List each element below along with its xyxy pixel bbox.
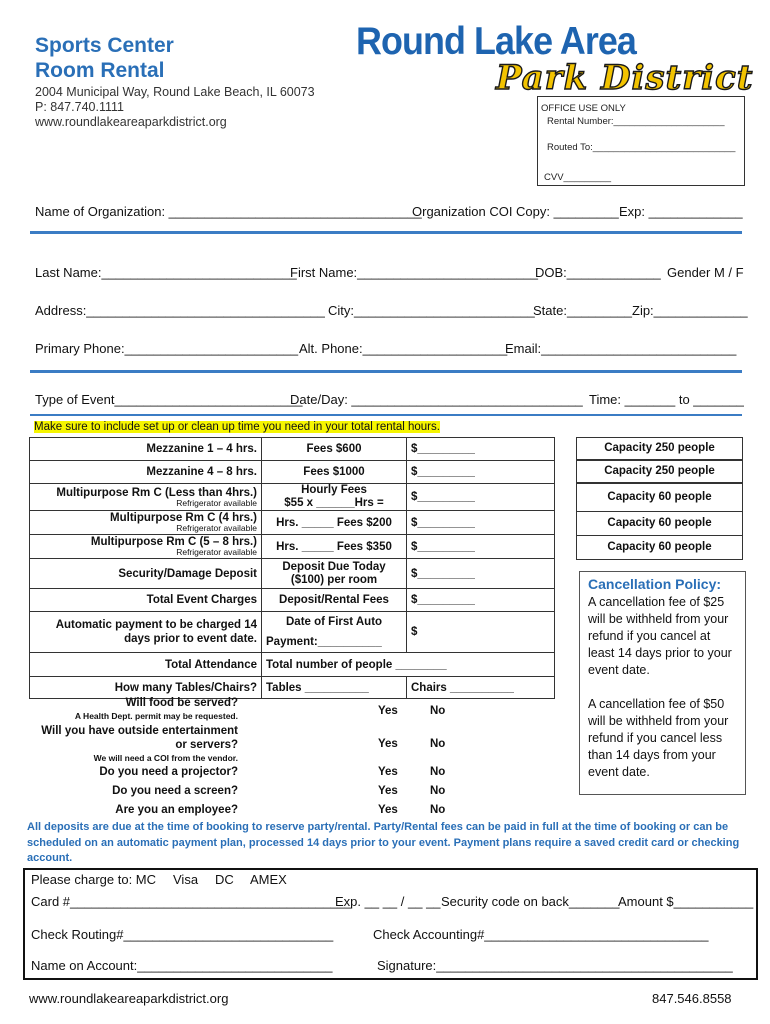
question-food-note: A Health Dept. permit may be requested. (74, 711, 238, 721)
cancellation-text-1: A cancellation fee of $25 will be withheld from your refund if you cancel at least 14 days prior to your event date. (588, 595, 732, 677)
room-amount[interactable]: $_________ (407, 535, 555, 559)
employee-yes-option[interactable]: Yes (378, 804, 398, 816)
room-name: Multipurpose Rm C (Less than 4hrs.) (56, 486, 257, 499)
food-yes-option[interactable]: Yes (378, 705, 398, 717)
table-row (30, 653, 555, 677)
question-entertainment: Will you have outside entertainment (41, 725, 238, 737)
entertainment-no-option[interactable]: No (430, 738, 446, 750)
email-field[interactable]: Email:___________________________ (505, 341, 737, 356)
room-amount[interactable]: $_________ (407, 484, 555, 511)
capacity-column (576, 437, 743, 566)
dob-field[interactable]: DOB:_____________ (535, 265, 661, 280)
deposit-amount[interactable]: $_________ (407, 559, 555, 589)
room-note: Refrigerator available (176, 547, 257, 557)
tables-field[interactable]: Tables __________ (262, 677, 407, 699)
room-name: Multipurpose Rm C (5 – 8 hrs.) (90, 536, 257, 548)
date-day-field[interactable]: Date/Day: ________________________________ (290, 392, 583, 407)
table-row (30, 559, 555, 589)
room-name: Multipurpose Rm C (4 hrs.) (110, 512, 257, 524)
card-exp-field[interactable]: Exp. __ __ / __ __ (335, 894, 441, 909)
auto-payment-label: Automatic payment to be charged 14 (55, 619, 257, 631)
organization-exp-field[interactable]: Exp: _____________ (619, 204, 743, 219)
food-no-option[interactable]: No (430, 705, 446, 717)
room-fee: Fees $1000 (262, 461, 407, 484)
deposit-policy-note: All deposits are due at the time of booking to reserve party/rental. Party/Rental fees can be paid in full at the time of booking or can be scheduled on an automatic payment plan, processed 14 days prior to your event. Payment plans require a saved credit card or checking account. (27, 821, 740, 864)
logo-round-lake-area: Round Lake Area (356, 20, 636, 63)
capacity-cell: Capacity 60 people (576, 483, 743, 512)
tables-chairs-label: How many Tables/Chairs? (30, 677, 262, 699)
charge-to-visa[interactable]: Visa (173, 872, 199, 887)
first-name-field[interactable]: First Name:_________________________ (290, 265, 538, 280)
table-row (30, 511, 555, 535)
security-code-field[interactable]: Security code on back_______ (441, 894, 620, 909)
organization-name-field[interactable]: Name of Organization: ___________________________________ (35, 204, 422, 219)
room-fee: Hourly Fees (301, 484, 367, 496)
room-fee: Fees $600 (262, 438, 407, 461)
logo-park-district: Park District (496, 58, 754, 98)
screen-no-option[interactable]: No (430, 785, 446, 797)
entertainment-yes-option[interactable]: Yes (378, 738, 398, 750)
table-row (30, 535, 555, 559)
questions-block (29, 697, 560, 819)
auto-payment-label-2: days prior to event date. (124, 633, 257, 645)
deposit-due: Deposit Due Today (282, 560, 386, 573)
room-name: Mezzanine 4 – 8 hrs. (30, 461, 262, 484)
capacity-cell: Capacity 60 people (576, 535, 743, 560)
table-row (30, 612, 555, 653)
room-fee[interactable]: Hrs. _____ Fees $200 (262, 511, 407, 535)
charge-to-amex[interactable]: AMEX (250, 872, 287, 887)
city-field[interactable]: City:_________________________ (328, 303, 535, 318)
room-fee[interactable]: Hrs. _____ Fees $350 (262, 535, 407, 559)
cancellation-title: Cancellation Policy: (588, 576, 722, 592)
cancellation-text-2: A cancellation fee of $50 will be withheld from your refund if you cancel less than 14 days from your event date. (588, 697, 729, 779)
pricing-table (29, 437, 555, 699)
office-use-box (537, 96, 745, 186)
projector-yes-option[interactable]: Yes (378, 766, 398, 778)
capacity-cell: Capacity 60 people (576, 511, 743, 536)
first-auto-payment-field[interactable]: Payment:__________ (266, 636, 382, 648)
state-field[interactable]: State:_________ (533, 303, 633, 318)
name-on-account-field[interactable]: Name on Account:___________________________ (31, 958, 333, 973)
gender-field[interactable]: Gender M / F (667, 265, 744, 280)
card-number-field[interactable]: Card #_______________________________________ (31, 894, 352, 909)
room-amount[interactable]: $_________ (407, 511, 555, 535)
question-screen: Do you need a screen? (112, 785, 238, 797)
question-entertainment-2: or servers? (175, 739, 238, 751)
setup-time-note: Make sure to include set up or clean up time you need in your total rental hours. (34, 421, 440, 433)
payment-box (23, 868, 758, 980)
section-divider (30, 370, 742, 373)
projector-no-option[interactable]: No (430, 766, 446, 778)
address-field[interactable]: Address:_________________________________ (35, 303, 325, 318)
table-row (30, 461, 555, 484)
question-entertainment-note: We will need a COI from the vendor. (93, 753, 238, 763)
room-fee-calc[interactable]: $55 x ______Hrs = (284, 497, 384, 509)
table-row (30, 589, 555, 612)
zip-field[interactable]: Zip:_____________ (632, 303, 748, 318)
employee-no-option[interactable]: No (430, 804, 446, 816)
form-title-line2: Room Rental (35, 59, 165, 82)
table-row (30, 484, 555, 511)
cancellation-box (579, 571, 746, 795)
last-name-field[interactable]: Last Name:___________________________ (35, 265, 297, 280)
table-row (30, 677, 555, 699)
total-charges-label: Total Event Charges (30, 589, 262, 612)
charge-to-dc[interactable]: DC (215, 872, 234, 887)
deposit-label: Security/Damage Deposit (30, 559, 262, 589)
amount-field[interactable]: Amount $___________ (618, 894, 754, 909)
room-amount[interactable]: $_________ (407, 438, 555, 461)
total-attendance-label: Total Attendance (30, 653, 262, 677)
organization-coi-field[interactable]: Organization COI Copy: _________ (412, 204, 619, 219)
question-food: Will food be served? (125, 697, 238, 709)
screen-yes-option[interactable]: Yes (378, 785, 398, 797)
total-charges-amount[interactable]: $_________ (407, 589, 555, 612)
office-use-title: OFFICE USE ONLY (541, 103, 626, 114)
capacity-cell: Capacity 250 people (576, 437, 743, 460)
routed-to-field[interactable]: Routed To:___________________________ (547, 142, 736, 153)
deposit-rental-fees: Deposit/Rental Fees (262, 589, 407, 612)
website-text: www.roundlakeareaparkdistrict.org (35, 115, 227, 129)
total-people-field[interactable]: Total number of people ________ (262, 653, 555, 677)
check-routing-field[interactable]: Check Routing#_____________________________ (31, 927, 334, 942)
question-projector: Do you need a projector? (99, 766, 238, 778)
alt-phone-field[interactable]: Alt. Phone:____________________ (299, 341, 508, 356)
signature-field[interactable]: Signature:_________________________________________ (377, 958, 733, 973)
footer-phone: 847.546.8558 (652, 991, 732, 1006)
capacity-cell: Capacity 250 people (576, 460, 743, 483)
check-accounting-field[interactable]: Check Accounting#_______________________________ (373, 927, 709, 942)
section-divider (30, 231, 742, 234)
rental-number-field[interactable]: Rental Number:_____________________ (547, 116, 725, 127)
phone-text: P: 847.740.1111 (35, 100, 124, 114)
auto-payment-amount[interactable]: $ (407, 612, 555, 653)
table-row (30, 438, 555, 461)
room-note: Refrigerator available (176, 497, 257, 508)
charge-to-mc[interactable]: Please charge to: MC (31, 872, 157, 887)
question-employee: Are you an employee? (115, 804, 238, 816)
cvv-field[interactable]: CVV_________ (544, 172, 612, 183)
form-title-line1: Sports Center (35, 34, 174, 57)
deposit-per-room: ($100) per room (290, 573, 378, 586)
room-name: Mezzanine 1 – 4 hrs. (30, 438, 262, 461)
primary-phone-field[interactable]: Primary Phone:________________________ (35, 341, 299, 356)
chairs-field[interactable]: Chairs __________ (407, 677, 555, 699)
time-field[interactable]: Time: _______ to _______ (589, 392, 744, 407)
event-type-field[interactable]: Type of Event__________________________ (35, 392, 303, 407)
section-divider (30, 414, 742, 416)
room-amount[interactable]: $_________ (407, 461, 555, 484)
footer-website: www.roundlakeareaparkdistrict.org (29, 991, 229, 1006)
address-text: 2004 Municipal Way, Round Lake Beach, IL 60073 (35, 85, 315, 99)
room-note: Refrigerator available (176, 523, 257, 533)
first-auto-date-label: Date of First Auto (286, 616, 383, 628)
